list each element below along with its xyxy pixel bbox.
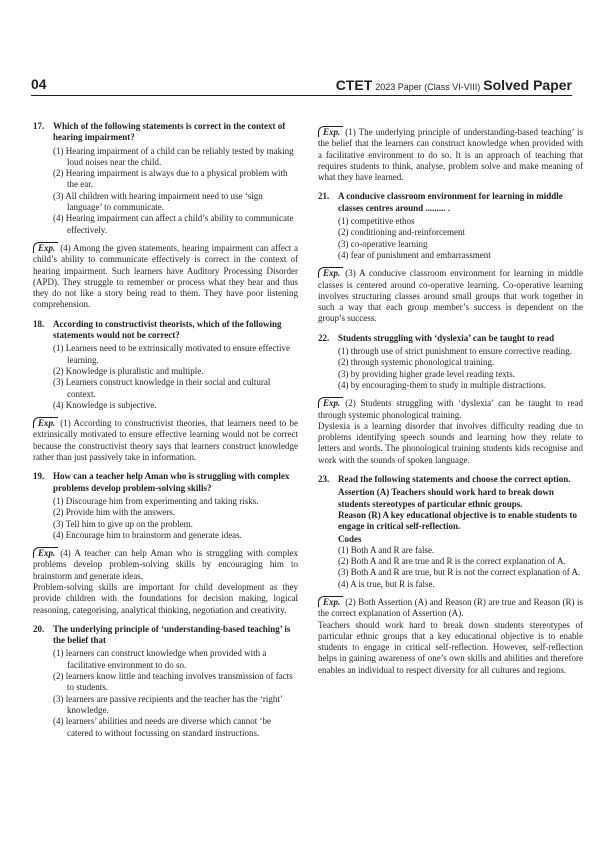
option: (1) Discourage him from experimenting and taking risks. (53, 495, 259, 506)
codes-label: Codes (338, 533, 362, 544)
explanation-paragraph: Dyslexia is a learning disorder that involves difficulty reading due to problems identifying speech sounds and learning how they relate to letters and words. The phonological training students kids recognise and work with the sounds of spoken language. (318, 420, 583, 465)
option: (4) Knowledge is subjective. (53, 399, 157, 410)
explanation-paragraph: Teachers should work hard to break down students stereotypes of particular ethnic groups that a key educational objective is to enable students to engage in critical self-reflection. However, self-reflection helps in gaining awareness of one’s own skills and abilities and therefore enables an individual to respect diversity for all cultures and regions. (318, 619, 583, 675)
option: (3) Both A and R are true, but R is not the correct explanation of A. (338, 567, 581, 578)
explanation-paragraph: Problem-solving skills are important for child development as they provide children with the foundations for decision making, logical reasoning, categorising, analytical thinking, negotiation and creativity. (33, 581, 298, 615)
option: (3) learners are passive recipients and the teacher has the ‘right’ knowledge. (53, 693, 283, 715)
question-text: 19. How can a teacher help Aman who is struggling with complex problems develop problem-solving skills? (33, 471, 290, 493)
option: (4) Hearing impairment can affect a child’s ability to communicate effectively. (53, 213, 294, 235)
page-header (31, 77, 572, 96)
option: (3) All children with hearing impairment need to use ‘sign language’ to communicate. (53, 190, 263, 213)
option: (2) conditioning and-reinforcement (338, 227, 465, 238)
assertion-statement: Assertion (A) Teachers should work hard to break down students stereotypes of particular ethnic groups. (338, 487, 554, 509)
exp-label: Exp. (318, 596, 343, 607)
option: (1) through use of strict punishment to ensure corrective reading. (338, 346, 572, 357)
exp-label: Exp. (318, 126, 343, 137)
option: (1) competitive ethos (338, 216, 415, 227)
brand-name: CTET (335, 77, 373, 93)
left-column (33, 121, 298, 745)
question-text: 22. Students struggling with ‘dyslexia’ can be taught to read (318, 332, 555, 343)
reason-statement: Reason (R) A key educational objective is to enable students to engage in critical self-reflection. (338, 509, 577, 532)
explanation-17: Exp. (4) Among the given statements, hearing impairment can affect a child’s ability to communicate effectively is correct in the context of hearing impairment. Such learners have Auditory Processing Disorder (APD). They struggle to remember or process what they hear and thus they do not like a story being read to them. They have poor listening comprehension. (33, 242, 298, 310)
explanation-18: Exp. (1) According to constructivist theories, that learners need to be extrinsically motivated to ensure effective learning would not be correct because the constructivist theory says that learners construct knowledge rather than just passively take in information. (33, 418, 298, 463)
explanation-23: Exp. (2) Both Assertion (A) and Reason (R) are true and Reason (R) is the correct explanation of Assertion (A). Teachers should work hard to break down students stereotypes of particular ethnic groups that a key educational objective is to enable students to engage in critical self-reflection. However, self-reflection helps in gaining awareness of one’s own skills and abilities and therefore enables an individual to respect diversity for all cultures and regions. (318, 596, 583, 675)
question-text: 18. According to constructivist theorists, which of the following statements would not be correct? (33, 318, 282, 341)
exp-label: Exp. (318, 397, 343, 408)
question-text: 23. Read the following statements and choose the correct option. (318, 474, 571, 485)
explanation-20: Exp. (1) The underlying principle of understanding-based teaching’ is the belief that the learners can construct knowledge when provided with a facilitative environment to do so. It is an approach of teaching that requires students to think, analyse, problem solve and make meaning of what they have learned. (318, 127, 583, 183)
exp-label: Exp. (33, 417, 58, 428)
solved-paper-label: Solved Paper (483, 77, 572, 93)
explanation-21: Exp. (3) A conducive classroom environment for learning in middle classes is centered around co-operative learning. Co-operative learning involves structuring classes around small groups that work together in such a way that each group member’s success is dependent on the group’s success. (318, 268, 583, 324)
explanation-19: Exp. (4) A teacher can help Aman who is struggling with complex problems develop problem-solving skills by encouraging him to brainstorm and generate ideas. Problem-solving skills are important for child development as they provide children with the foundations for decision making, logical reasoning, categorising, analytical thinking, negotiation and creativity. (33, 548, 298, 615)
option: (1) learners can construct knowledge when provided with a facilitative environment to do so. (53, 648, 267, 670)
option: (3) Learners construct knowledge in their social and cultural context. (53, 377, 271, 399)
option: (2) through systemic phonological training. (338, 357, 495, 368)
question-19 (33, 471, 298, 541)
option: (2) learners know little and teaching involves transmission of facts to students. (53, 671, 293, 693)
option: (2) Both A and R are true and R is the correct explanation of A. (338, 556, 566, 567)
option: (4) by encouraging-them to study in multiple distractions. (338, 379, 546, 390)
option: (1) Learners need to be extrinsically motivated to ensure effective learning. (53, 343, 290, 365)
option: (3) by providing higher grade level reading texts. (338, 368, 515, 379)
question-text: 21. A conducive classroom environment for learning in middle classes centres around ......... . (318, 191, 563, 213)
option: (4) fear of punishment and embarrassment (338, 249, 491, 260)
right-column (318, 124, 583, 684)
header-brand (336, 77, 572, 95)
exp-label: Exp. (33, 242, 58, 253)
option: (4) learners’ abilities and needs are diverse which cannot ‘be catered to without focussing on standard instructions. (53, 716, 271, 738)
option: (1) Both A and R are false. (338, 544, 435, 555)
option: (4) A is true, but R is false. (338, 578, 435, 589)
question-text: 20. The underlying principle of ‘understanding-based teaching’ is the belief that (33, 623, 291, 646)
question-21 (318, 191, 583, 261)
question-17 (33, 121, 298, 236)
question-22 (318, 333, 583, 391)
option: (4) Encourage him to brainstorm and generate ideas. (53, 529, 242, 540)
assertion-block (318, 487, 583, 544)
question-18 (33, 319, 298, 411)
option: (3) Tell him to give up on the problem. (53, 518, 193, 529)
option: (2) Knowledge is pluralistic and multiple. (53, 365, 204, 376)
question-23 (318, 474, 583, 590)
explanation-22: Exp. (2) Students struggling with ‘dyslexia’ can be taught to read through systemic phonological training. Dyslexia is a learning disorder that involves difficulty reading due to problems identifying speech sounds and learning how they relate to letters and words. The phonological training students kids recognise and work with the sounds of spoken language. (318, 398, 583, 465)
question-text: 17. Which of the following statements is correct in the context of hearing impairment? (33, 121, 286, 143)
option: (2) Hearing impairment is always due to a physical problem with the ear. (53, 168, 288, 190)
exp-label: Exp. (318, 267, 343, 278)
page-number: 04 (31, 76, 47, 92)
paper-subtitle: 2023 Paper (Class VI-VIII) (375, 82, 481, 92)
question-20 (33, 624, 298, 739)
option: (3) co-operative learning (338, 238, 428, 249)
option: (1) Hearing impairment of a child can be reliably tested by making loud noises near the child. (53, 145, 294, 167)
option: (2) Provide him with the answers. (53, 507, 175, 518)
exp-label: Exp. (33, 547, 58, 558)
